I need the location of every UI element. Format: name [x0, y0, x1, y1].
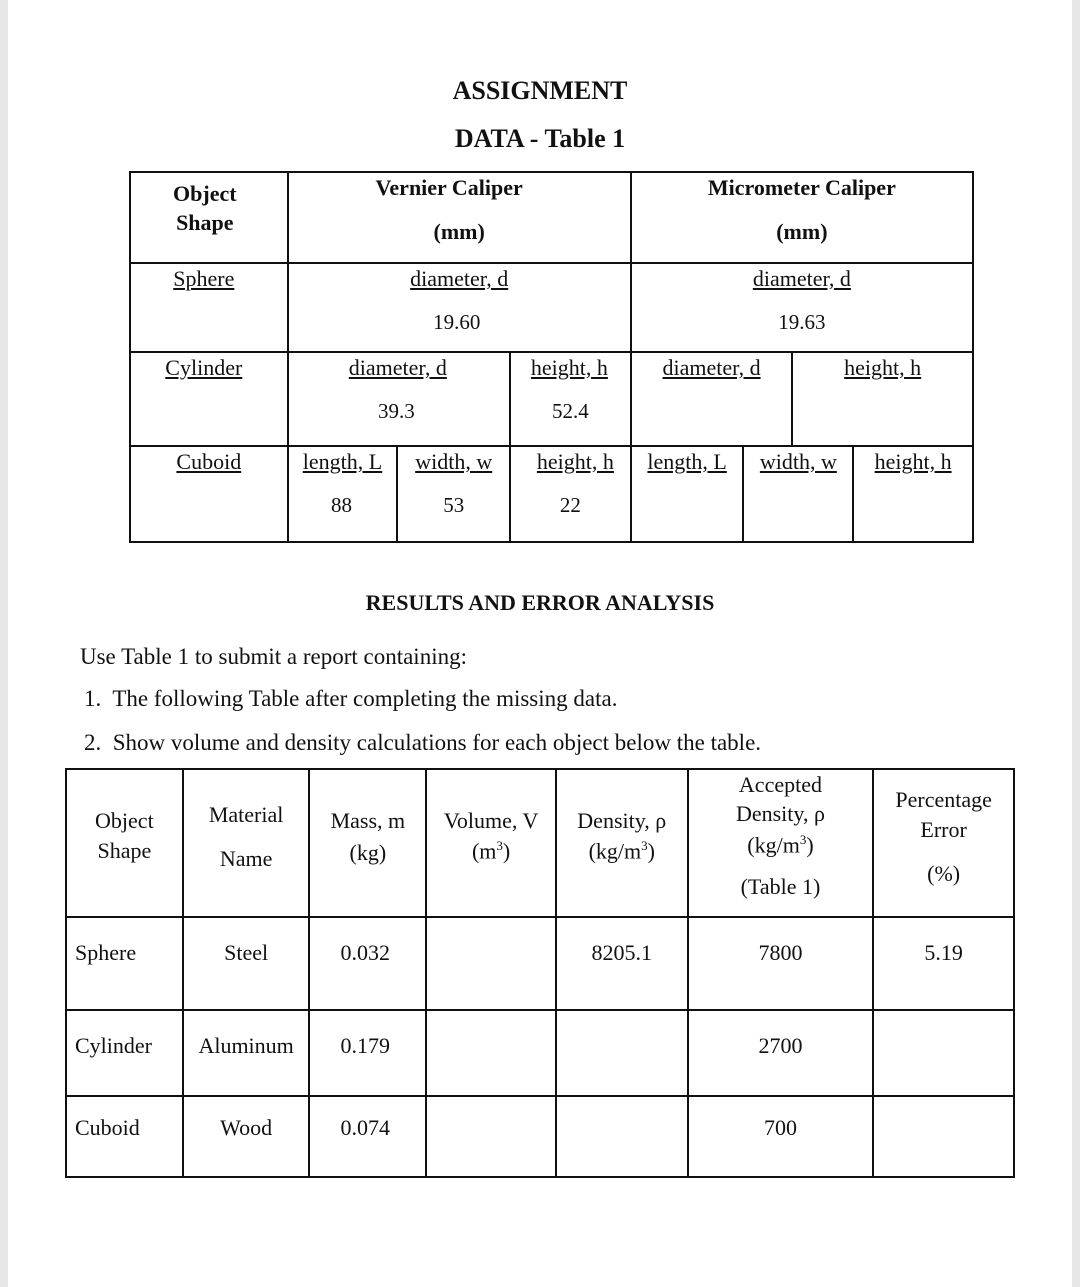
micrometer-cylinder-height: height, h [792, 352, 973, 446]
results-table [65, 768, 1015, 1178]
row-label-cuboid: Cuboid [130, 446, 288, 542]
instructions-intro: Use Table 1 to submit a report containing: [80, 644, 467, 669]
cell-density [556, 1096, 688, 1177]
cell-volume [426, 1096, 556, 1177]
table1-title: DATA - Table 1 [454, 124, 626, 153]
cell-error [873, 1096, 1014, 1177]
cell-density: 8205.1 [556, 917, 688, 1010]
row-label-sphere: Sphere [130, 263, 288, 352]
cell-material: Aluminum [183, 1010, 310, 1096]
cell-mass: 0.074 [309, 1096, 426, 1177]
cell-error [873, 1010, 1014, 1096]
cell-accepted: 7800 [688, 917, 874, 1010]
page-title: ASSIGNMENT [452, 76, 628, 105]
left-page-border [0, 0, 8, 1287]
instruction-item-2: 2. Show volume and density calculations for each object below the table. [84, 730, 762, 755]
micrometer-cuboid-height: height, h [853, 446, 973, 542]
cell-accepted: 2700 [688, 1010, 874, 1096]
cell-shape: Cylinder [66, 1010, 183, 1096]
cell-shape: Sphere [66, 917, 183, 1010]
header-percentage-error: Percentage Error (%) [873, 769, 1014, 917]
vernier-cuboid-height: height, h 22 [510, 446, 631, 542]
table-row [66, 917, 1014, 1010]
vernier-cylinder-height: height, h 52.4 [510, 352, 631, 446]
micrometer-cuboid-width: width, w [743, 446, 853, 542]
cell-mass: 0.179 [309, 1010, 426, 1096]
cell-material: Wood [183, 1096, 310, 1177]
header-micrometer-caliper: Micrometer Caliper (mm) [631, 172, 973, 263]
micrometer-cuboid-length: length, L [631, 446, 744, 542]
vernier-cuboid-width: width, w 53 [397, 446, 510, 542]
cell-error: 5.19 [873, 917, 1014, 1010]
right-page-border [1072, 0, 1080, 1287]
data-table-1 [129, 171, 974, 543]
cell-mass: 0.032 [309, 917, 426, 1010]
header-mass: Mass, m (kg) [309, 769, 426, 917]
vernier-cuboid-length: length, L 88 [288, 446, 398, 542]
micrometer-cylinder-diameter: diameter, d [631, 352, 793, 446]
cell-volume [426, 917, 556, 1010]
header-object-shape-2: Object Shape [66, 769, 183, 917]
instruction-item-1: 1. The following Table after completing the missing data. [84, 686, 618, 711]
header-vernier-caliper: Vernier Caliper (mm) [288, 172, 631, 263]
header-volume: Volume, V $(m^3)$ [426, 769, 556, 917]
micrometer-sphere-diameter: diameter, d 19.63 [631, 263, 973, 352]
table-row [66, 1096, 1014, 1177]
cell-density [556, 1010, 688, 1096]
header-accepted-density: Accepted Density, ρ $(kg/m^3)$ (Table 1) [688, 769, 874, 917]
cell-material: Steel [183, 917, 310, 1010]
header-density: Density, ρ $(kg/m^3)$ [556, 769, 688, 917]
cell-shape: Cuboid [66, 1096, 183, 1177]
vernier-sphere-diameter: diameter, d 19.60 [288, 263, 631, 352]
header-material-name: Material Name [183, 769, 310, 917]
vernier-cylinder-diameter: diameter, d 39.3 [288, 352, 510, 446]
header-object-shape: Object Shape [130, 172, 288, 263]
cell-volume [426, 1010, 556, 1096]
row-label-cylinder: Cylinder [130, 352, 288, 446]
results-heading: RESULTS AND ERROR ANALYSIS [365, 590, 715, 615]
cell-accepted: 700 [688, 1096, 874, 1177]
table-row [66, 1010, 1014, 1096]
